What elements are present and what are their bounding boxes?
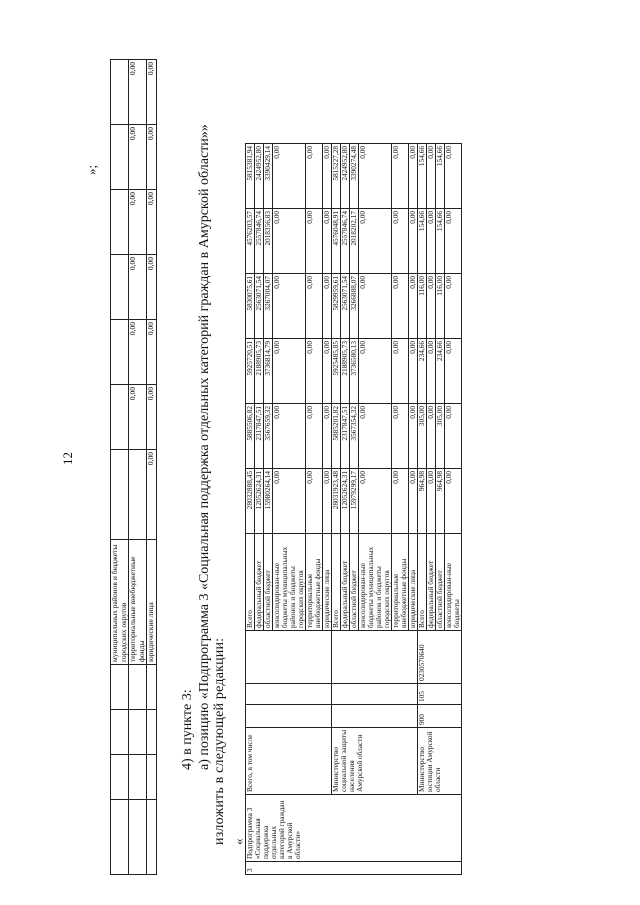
table-row bbox=[246, 144, 255, 875]
value-cell: 0,00 bbox=[409, 144, 418, 209]
funding-source-label: консолидирован-ные бюджеты муниципальных районов и бюджеты городских округов bbox=[273, 534, 306, 631]
subprogram-table bbox=[245, 143, 462, 875]
value-cell: 0,00 bbox=[129, 190, 147, 255]
value-cell: 3567659,32 bbox=[264, 404, 273, 469]
value-cell: 0,00 bbox=[359, 209, 392, 274]
program-number: 3 bbox=[246, 862, 462, 875]
code-grbs bbox=[246, 705, 332, 728]
value-cell: 0,00 bbox=[323, 469, 332, 534]
value-cell: 0,00 bbox=[445, 339, 462, 404]
closing-quote: »; bbox=[84, 164, 99, 175]
value-cell: 0,00 bbox=[445, 404, 462, 469]
value-cell: 0,00 bbox=[392, 404, 409, 469]
value-cell: 0,00 bbox=[306, 209, 323, 274]
value-cell: 0,00 bbox=[306, 469, 323, 534]
value-cell: 2557846,74 bbox=[341, 209, 350, 274]
value-cell: 5815227,28 bbox=[332, 144, 341, 209]
funding-source-label: территориальные внебюджетные фонды bbox=[392, 534, 409, 631]
value-cell: 12052624,31 bbox=[255, 469, 264, 534]
value-cell: 2317847,51 bbox=[341, 404, 350, 469]
value-cell: 5885201,82 bbox=[332, 404, 341, 469]
top-table-fragment bbox=[110, 59, 157, 875]
value-cell: 0,00 bbox=[129, 385, 147, 450]
table-row bbox=[147, 60, 157, 875]
value-cell: 2563071,54 bbox=[341, 274, 350, 339]
value-cell: 5885506,82 bbox=[246, 404, 255, 469]
value-cell: 2188905,73 bbox=[255, 339, 264, 404]
item-heading: 4) в пункте 3: bbox=[180, 689, 195, 770]
value-cell: 0,00 bbox=[306, 404, 323, 469]
value-cell: 0,00 bbox=[359, 144, 392, 209]
value-cell: 964,98 bbox=[418, 469, 427, 534]
value-cell: 0,00 bbox=[427, 144, 436, 209]
value-cell: 3390274,48 bbox=[350, 144, 359, 209]
value-cell: 154,66 bbox=[436, 144, 445, 209]
value-cell: 28031923,48 bbox=[332, 469, 341, 534]
value-cell: 0,00 bbox=[409, 339, 418, 404]
value-cell: 0,00 bbox=[409, 274, 418, 339]
value-cell: 154,66 bbox=[436, 209, 445, 274]
value-cell: 2424952,80 bbox=[255, 144, 264, 209]
value-cell: 0,00 bbox=[427, 469, 436, 534]
funding-source-label: территориальные внебюджетные фонды bbox=[306, 534, 323, 631]
value-cell: 0,00 bbox=[147, 255, 157, 320]
value-cell: 3736580,13 bbox=[350, 339, 359, 404]
table-row bbox=[111, 60, 129, 875]
value-cell: 0,00 bbox=[445, 274, 462, 339]
funding-source-label: федеральный бюджет bbox=[427, 534, 436, 631]
value-cell: 15979299,17 bbox=[350, 469, 359, 534]
value-cell: 5830075,61 bbox=[246, 274, 255, 339]
responsible-owner: Всего, в том числе bbox=[246, 728, 332, 795]
value-cell: 0,00 bbox=[129, 320, 147, 385]
funding-source-label: федеральный бюджет bbox=[341, 534, 350, 631]
value-cell: 0,00 bbox=[359, 339, 392, 404]
value-cell: 3736814,79 bbox=[264, 339, 273, 404]
opening-quote: « bbox=[231, 838, 246, 845]
value-cell: 0,00 bbox=[323, 274, 332, 339]
value-cell: 234,66 bbox=[418, 339, 427, 404]
funding-source-label: Всего bbox=[418, 534, 427, 631]
value-cell: 2018202,17 bbox=[350, 209, 359, 274]
value-cell: 0,00 bbox=[147, 320, 157, 385]
value-cell: 0,00 bbox=[273, 209, 306, 274]
value-cell: 0,00 bbox=[392, 339, 409, 404]
program-name: Подпрограмма 3 «Социальная поддержка отдельных категорий граждан в Амурской области» bbox=[246, 795, 462, 862]
value-cell: 15980264,14 bbox=[264, 469, 273, 534]
value-cell: 305,00 bbox=[418, 404, 427, 469]
value-cell: 0,00 bbox=[306, 274, 323, 339]
value-cell: 5925485,85 bbox=[332, 339, 341, 404]
value-cell: 0,00 bbox=[392, 274, 409, 339]
value-cell: 0,00 bbox=[359, 404, 392, 469]
value-cell: 0,00 bbox=[129, 125, 147, 190]
funding-source-label: юридические лица bbox=[409, 534, 418, 631]
funding-source-label: консолидирован-ные бюджеты bbox=[445, 534, 462, 631]
row-label: муниципальных районов и бюджеты городских округов bbox=[111, 540, 129, 665]
value-cell: 0,00 bbox=[427, 404, 436, 469]
value-cell: 0,00 bbox=[306, 339, 323, 404]
value-cell: 4576048,91 bbox=[332, 209, 341, 274]
value-cell: 154,66 bbox=[418, 144, 427, 209]
value-cell: 0,00 bbox=[445, 209, 462, 274]
value-cell: 0,00 bbox=[273, 144, 306, 209]
value-cell: 0,00 bbox=[323, 339, 332, 404]
value-cell: 2018356,83 bbox=[264, 209, 273, 274]
responsible-owner: Министерство социальной защиты населения Амурской области bbox=[332, 728, 418, 795]
value-cell: 0,00 bbox=[427, 209, 436, 274]
value-cell: 2563071,54 bbox=[255, 274, 264, 339]
code-rzpr bbox=[246, 684, 332, 705]
value-cell: 0,00 bbox=[409, 469, 418, 534]
value-cell: 305,00 bbox=[436, 404, 445, 469]
value-cell: 0,00 bbox=[445, 469, 462, 534]
table-body bbox=[246, 144, 462, 875]
value-cell: 0,00 bbox=[273, 339, 306, 404]
amendment-text: а) позицию «Подпрограмма 3 «Социальная поддержка отдельных категорий граждан в Амурской области»» bbox=[197, 124, 212, 770]
value-cell: 5829959,61 bbox=[332, 274, 341, 339]
value-cell: 0,00 bbox=[273, 274, 306, 339]
value-cell: 2424952,80 bbox=[341, 144, 350, 209]
value-cell: 0,00 bbox=[392, 144, 409, 209]
value-cell: 5815381,94 bbox=[246, 144, 255, 209]
table-row bbox=[418, 144, 427, 875]
table-row bbox=[129, 60, 147, 875]
row-label: территориальные внебюджетные фонды bbox=[129, 540, 147, 665]
funding-source-label: областной бюджет bbox=[264, 534, 273, 631]
funding-source-label: Всего bbox=[246, 534, 255, 631]
value-cell: 3567354,32 bbox=[350, 404, 359, 469]
value-cell: 0,00 bbox=[409, 404, 418, 469]
value-cell: 28032888,45 bbox=[246, 469, 255, 534]
table-row bbox=[332, 144, 341, 875]
value-cell: 4576203,57 bbox=[246, 209, 255, 274]
code-rzpr bbox=[332, 684, 418, 705]
value-cell: 0,00 bbox=[409, 209, 418, 274]
value-cell: 154,66 bbox=[418, 209, 427, 274]
value-cell: 0,00 bbox=[273, 404, 306, 469]
code-grbs: 900 bbox=[418, 705, 462, 728]
value-cell: 3267004,07 bbox=[264, 274, 273, 339]
code-rzpr: 105 bbox=[418, 684, 462, 705]
value-cell: 0,00 bbox=[427, 339, 436, 404]
value-cell: 0,00 bbox=[147, 450, 157, 540]
value-cell: 0,00 bbox=[359, 274, 392, 339]
value-cell: 0,00 bbox=[306, 144, 323, 209]
value-cell: 0,00 bbox=[427, 274, 436, 339]
funding-source-label: юридические лица bbox=[323, 534, 332, 631]
value-cell: 0,00 bbox=[129, 255, 147, 320]
value-cell: 2317847,51 bbox=[255, 404, 264, 469]
code-csr bbox=[332, 631, 418, 684]
value-cell: 234,66 bbox=[436, 339, 445, 404]
value-cell: 0,00 bbox=[147, 385, 157, 450]
funding-source-label: Всего bbox=[332, 534, 341, 631]
funding-source-label: областной бюджет bbox=[350, 534, 359, 631]
value-cell: 0,00 bbox=[392, 209, 409, 274]
value-cell: 116,00 bbox=[436, 274, 445, 339]
page-number: 12 bbox=[60, 452, 75, 465]
value-cell: 0,00 bbox=[359, 469, 392, 534]
responsible-owner: Министерство юстиции Амурской области bbox=[418, 728, 462, 795]
value-cell: 964,98 bbox=[436, 469, 445, 534]
value-cell: 3390429,14 bbox=[264, 144, 273, 209]
value-cell: 0,00 bbox=[147, 190, 157, 255]
value-cell: 0,00 bbox=[129, 60, 147, 125]
funding-source-label: федеральный бюджет bbox=[255, 534, 264, 631]
value-cell: 5925720,51 bbox=[246, 339, 255, 404]
value-cell: 0,00 bbox=[273, 469, 306, 534]
code-csr: 0230570640 bbox=[418, 631, 462, 684]
amendment-text-cont: изложить в следующей редакции: bbox=[212, 637, 227, 845]
value-cell: 0,00 bbox=[323, 404, 332, 469]
value-cell: 0,00 bbox=[147, 60, 157, 125]
value-cell: 0,00 bbox=[445, 144, 462, 209]
code-csr bbox=[246, 631, 332, 684]
funding-source-label: консолидирован-ные бюджеты муниципальных районов и бюджеты городских округов bbox=[359, 534, 392, 631]
value-cell: 3266888,07 bbox=[350, 274, 359, 339]
value-cell: 116,00 bbox=[418, 274, 427, 339]
value-cell: 12052624,31 bbox=[341, 469, 350, 534]
value-cell: 0,00 bbox=[323, 144, 332, 209]
value-cell: 2188905,73 bbox=[341, 339, 350, 404]
funding-source-label: областной бюджет bbox=[436, 534, 445, 631]
value-cell: 0,00 bbox=[392, 469, 409, 534]
code-grbs bbox=[332, 705, 418, 728]
row-label: юридические лица bbox=[147, 540, 157, 665]
value-cell: 2557846,74 bbox=[255, 209, 264, 274]
value-cell: 0,00 bbox=[147, 125, 157, 190]
value-cell: 0,00 bbox=[323, 209, 332, 274]
